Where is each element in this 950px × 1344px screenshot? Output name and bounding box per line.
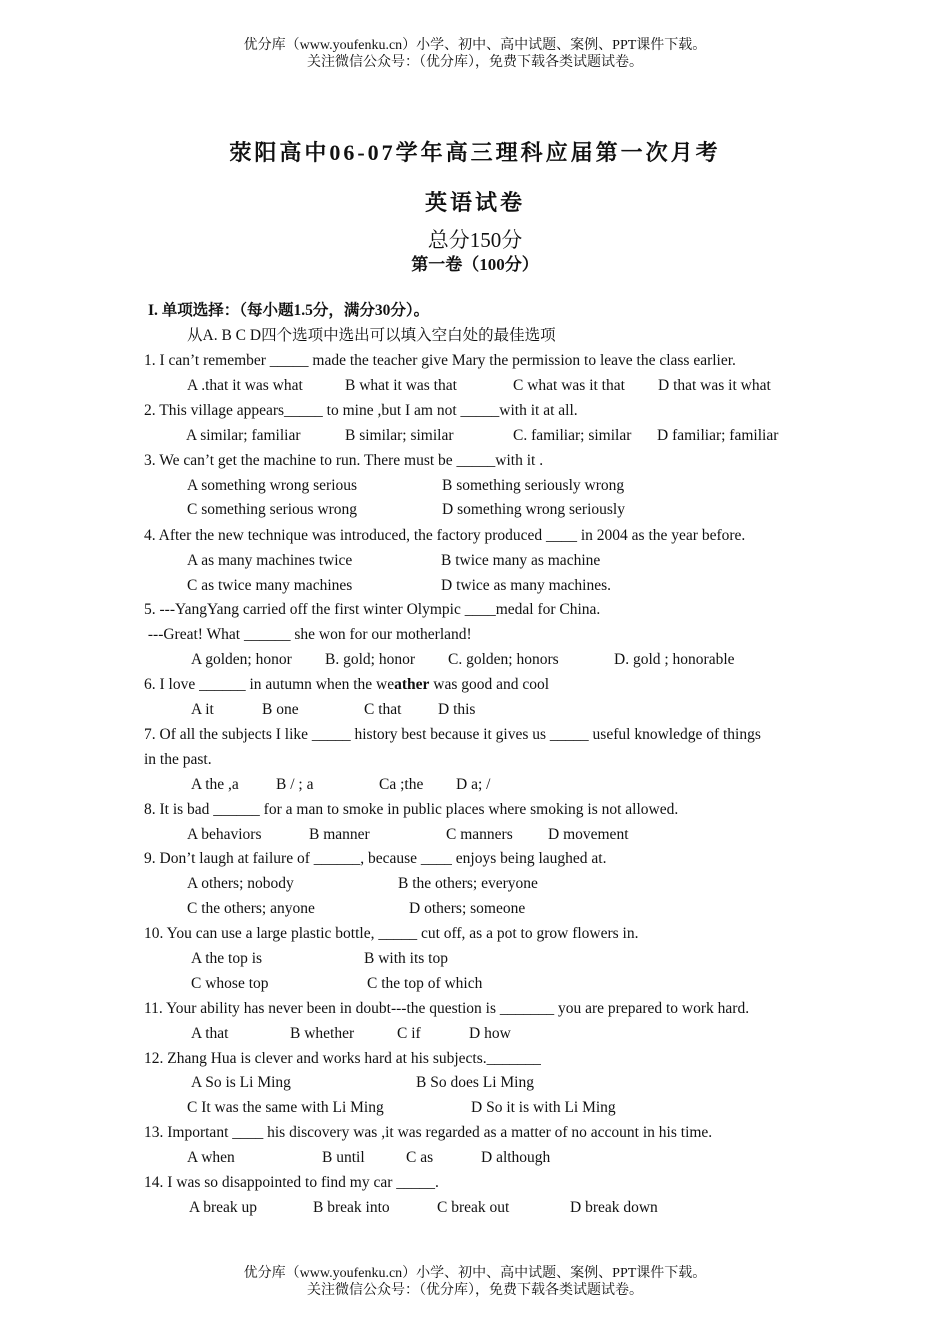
option: B manner xyxy=(309,826,370,843)
option: C if xyxy=(397,1025,421,1042)
question-stem: 9. Don’t laugh at failure of ______, because ____ enjoys being laughed at. xyxy=(144,850,607,867)
section-heading: I. 单项选择：（每小题1.5分，满分30分）。 xyxy=(148,302,430,319)
option: C It was the same with Li Ming xyxy=(187,1099,384,1116)
option: B / ; a xyxy=(276,776,314,793)
page-header-line2: 关注微信公众号：（优分库），免费下载各类试题试卷。 xyxy=(307,55,643,70)
question-stem: 4. After the new technique was introduced, the factory produced ____ in 2004 as the year before. xyxy=(144,527,746,544)
option: A as many machines twice xyxy=(187,552,353,569)
option: C manners xyxy=(446,826,513,843)
question-stem: 3. We can’t get the machine to run. There must be _____with it . xyxy=(144,452,544,469)
question-stem: 5. ---YangYang carried off the first winter Olympic ____medal for China. xyxy=(144,601,601,618)
option: Ca ;the xyxy=(379,776,424,793)
option: A similar; familiar xyxy=(186,427,301,444)
option: A behaviors xyxy=(187,826,262,843)
question-stem: ---Great! What ______ she won for our motherland! xyxy=(144,626,472,643)
option: B twice many as machine xyxy=(441,552,601,569)
question-stem-bold-text: ather xyxy=(394,676,430,693)
option: C as twice many machines xyxy=(187,577,353,594)
option: C something serious wrong xyxy=(187,501,358,518)
option: C. familiar; similar xyxy=(513,427,632,444)
option: B something seriously wrong xyxy=(442,477,625,494)
question-stem xyxy=(144,675,549,695)
option: A .that it was what xyxy=(187,377,303,394)
option: C as xyxy=(406,1149,434,1166)
option: A golden; honor xyxy=(191,651,292,668)
option: D familiar; familiar xyxy=(657,427,779,444)
question-stem: 12. Zhang Hua is clever and works hard at his subjects._______ xyxy=(144,1050,541,1067)
option: D this xyxy=(438,701,476,718)
option: A So is Li Ming xyxy=(191,1074,291,1091)
option: B with its top xyxy=(364,950,448,967)
question-stem: 10. You can use a large plastic bottle, _____ cut off, as a pot to grow flowers in. xyxy=(144,925,639,942)
option: C what was it that xyxy=(513,377,625,394)
option: B. gold; honor xyxy=(325,651,415,668)
exam-school-title: 荥阳高中06-07学年高三理科应届第一次月考 xyxy=(229,140,721,165)
question-stem: 14. I was so disappointed to find my car _____. xyxy=(144,1174,439,1191)
exam-part-title: 第一卷（100分） xyxy=(411,255,539,274)
option: A break up xyxy=(189,1199,258,1216)
option: D break down xyxy=(570,1199,658,1216)
option: A the top is xyxy=(191,950,263,967)
question-stem: 13. Important ____ his discovery was ,it was regarded as a matter of no account in his time. xyxy=(144,1124,713,1141)
option: A when xyxy=(187,1149,235,1166)
option: C break out xyxy=(437,1199,510,1216)
option: B similar; similar xyxy=(345,427,454,444)
question-stem: 7. Of all the subjects I like _____ history best because it gives us _____ useful knowledge of things xyxy=(144,726,761,743)
option: C the others; anyone xyxy=(187,900,315,917)
question-stem: 2. This village appears_____ to mine ,but I am not _____with it at all. xyxy=(144,402,578,419)
option: D although xyxy=(481,1149,551,1166)
exam-subject-title: 英语试卷 xyxy=(424,190,525,215)
option: A the ,a xyxy=(191,776,239,793)
option: B break into xyxy=(313,1199,390,1216)
option: B the others; everyone xyxy=(398,875,538,892)
page-footer-line1: 优分库（www.youfenku.cn）小学、初中、高中试题、案例、PPT课件下载。 xyxy=(243,1266,707,1281)
option: C. golden; honors xyxy=(448,651,559,668)
option: D how xyxy=(469,1025,511,1042)
page-header-line1: 优分库（www.youfenku.cn）小学、初中、高中试题、案例、PPT课件下载。 xyxy=(243,38,707,53)
page-footer-line2: 关注微信公众号：（优分库），免费下载各类试题试卷。 xyxy=(307,1283,643,1298)
option: A others; nobody xyxy=(187,875,294,892)
question-stem-text: 6. I love ______ in autumn when the we xyxy=(144,676,395,693)
option: A something wrong serious xyxy=(187,477,358,494)
option: C that xyxy=(364,701,402,718)
section-instruction: 从A. B C D四个选项中选出可以填入空白处的最佳选项 xyxy=(187,327,556,344)
option: A that xyxy=(191,1025,229,1042)
option: C the top of which xyxy=(367,975,483,992)
option: B until xyxy=(322,1149,365,1166)
question-stem: 8. It is bad ______ for a man to smoke in public places where smoking is not allowed. xyxy=(144,801,679,818)
question-stem: in the past. xyxy=(144,751,212,768)
option: D others; someone xyxy=(409,900,526,917)
option: D. gold ; honorable xyxy=(614,651,735,668)
option: A it xyxy=(191,701,214,718)
option: B one xyxy=(262,701,299,718)
option: D a; / xyxy=(456,776,491,793)
option: D something wrong seriously xyxy=(442,501,625,518)
option: B whether xyxy=(290,1025,355,1042)
option: D that was it what xyxy=(658,377,771,394)
option: B So does Li Ming xyxy=(416,1074,534,1091)
option: D So it is with Li Ming xyxy=(471,1099,616,1116)
option: B what it was that xyxy=(345,377,457,394)
option: D twice as many machines. xyxy=(441,577,612,594)
question-stem-text: was good and cool xyxy=(429,676,550,693)
option: C whose top xyxy=(191,975,269,992)
question-stem: 1. I can’t remember _____ made the teacher give Mary the permission to leave the class earlier. xyxy=(144,352,736,369)
option: D movement xyxy=(548,826,629,843)
exam-total-score: 总分150分 xyxy=(427,228,523,252)
question-stem: 11. Your ability has never been in doubt---the question is _______ you are prepared to work hard. xyxy=(144,1000,750,1017)
